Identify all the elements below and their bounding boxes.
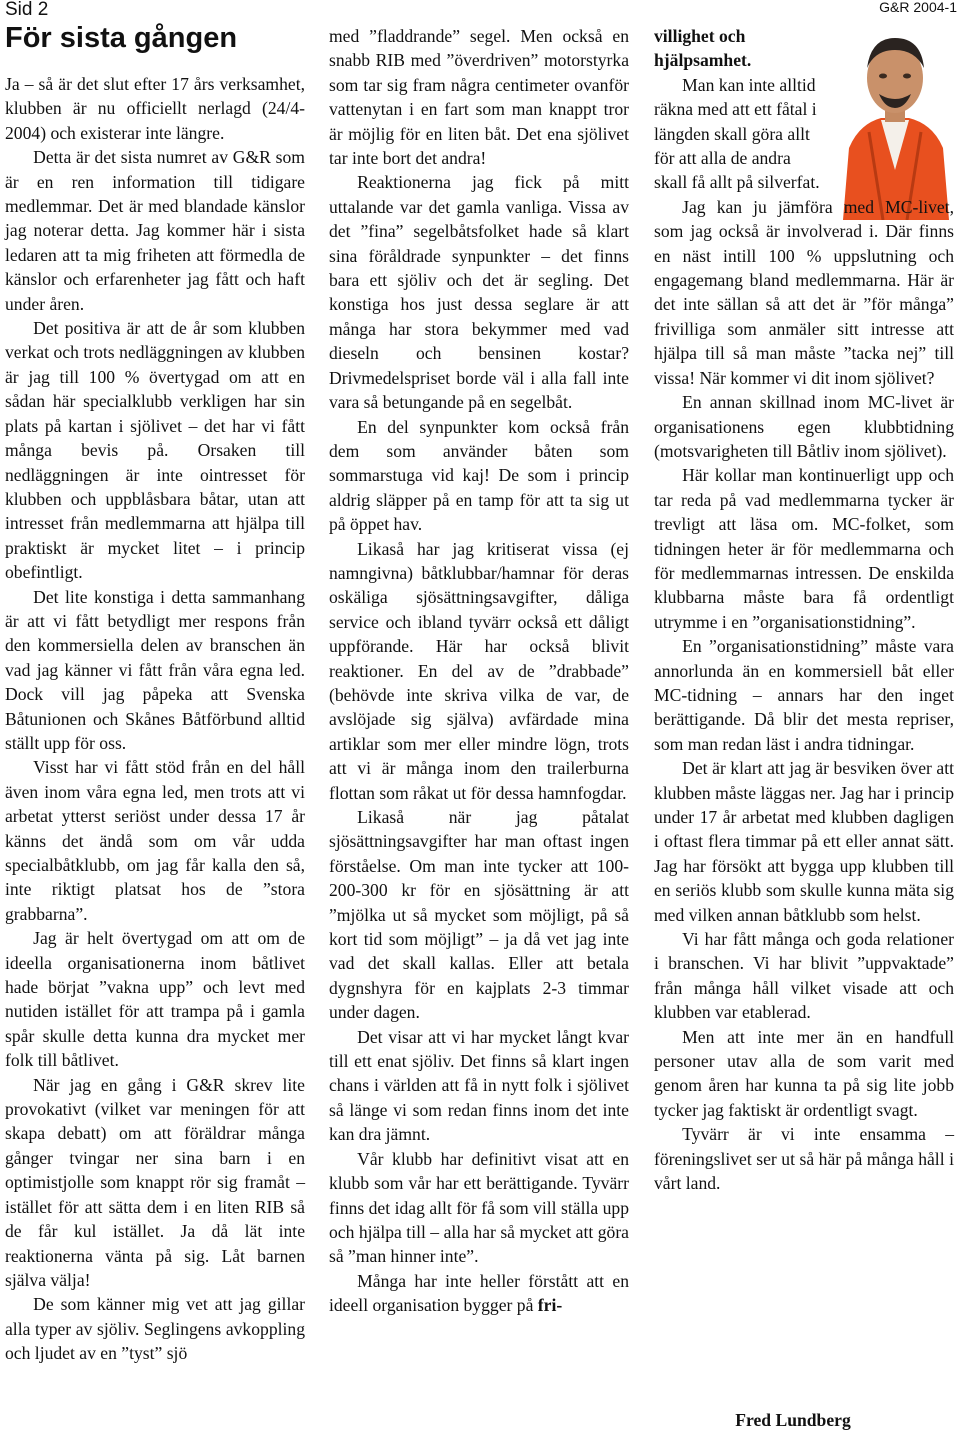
column-1 (5, 72, 305, 1366)
author-signature: Fred Lundberg (735, 1410, 851, 1430)
paragraph: Det är klart att jag är besviken över att klubben måste läggas ner. Jag har i princip under 17 år arbetat med klubben dagligen i oftast flera timmar på ett eller annat sätt. Jag har försökt att bygga upp klubben till en seriös klubb som skulle kunna mäta sig med vilken annan båtklubb som helst. (654, 758, 954, 925)
paragraph: Ja – så är det slut efter 17 års verksamhet, klubben är nu officiellt nerlagd (24/4-2004) och existerar inte längre. (5, 74, 305, 143)
paragraph: En ”organisationstidning” måste vara annorlunda än en kommersiell båt eller MC-tidning – annars har den inget berättigande. Då blir det mesta repriser, som man redan läst i andra tidningar. (654, 636, 954, 754)
paragraph: Tyvärr är vi inte ensamma – föreningslivet ser ut så här på många håll i vårt land. (654, 1124, 954, 1194)
paragraph-text: Många har inte heller förstått att en ideell organisation bygger på (329, 1270, 629, 1316)
paragraph: Likaså när jag påtalat sjösättningsavgifter har man oftast ingen förståelse. Om man inte tycker att 100-200-300 kr för en sjösättning är att ”mjölka ut så mycket som möjligt, på så kort tid som möjligt” – ja då vet jag inte vad det skall kallas. Eller att betala dygnshyra för en kajplats 2-3 timmar under dagen. (329, 807, 629, 1023)
paragraph (329, 1269, 629, 1318)
paragraph: När jag en gång i G&R skrev lite provokativt (vilket var meningen för att skapa debatt) om att föräldrar många gånger tvingar ner sina barn i en optimistjolle som knappt rör sig framåt – istället för att sätta dem i en liten RIB så de får kul istället. Ja då lät inte reaktionerna vänta på sig. Låt barnen själva välja! (5, 1074, 305, 1290)
publication-label: G&R 2004-1 (879, 0, 957, 15)
paragraph: Jag kan ju jämföra med MC-livet, som jag också är involverad i. Där finns en näst intill 100 % uppslutning och engagemang bland medlemmarna. Här är det inte sällan så att det är ”för många” frivilliga som anmäler sitt intresse att hjälpa till så man måste ”tacka nej” till vissa! När kommer vi dit inom sjölivet? (654, 196, 954, 388)
paragraph: Vår klubb har definitivt visat att en klubb som vår har ett berättigande. Tyvärr finns det idag allt för få som vill ställa upp och hjälpa till – alla har så mycket att göra så ”man hinner inte”. (329, 1148, 629, 1267)
bold-text: villighet och hjälpsamhet. (654, 26, 752, 71)
column-3-top (654, 24, 826, 195)
page-label: Sid 2 (5, 0, 49, 20)
paragraph: Likaså har jag kritiserat vissa (ej namngivna) båtklubbar/hamnar för deras oskäliga sjösättningsavgifter, dåliga service och ibland tyvärr också ett dåligt uppförande. Här har också blivit reaktioner. En del av de ”drabbade” (behövde inte skriva vilka de var, de avslöjade sig själva) avfärdade mina artiklar som mer eller mindre lögn, trots att vi är många inom den trailerburna flottan som råkat ut för dessa hamnfogdar. (329, 538, 629, 803)
paragraph: En del synpunkter kom också från dem som använder båten som sommarstuga vid kaj! De som i princip aldrig släpper på en tamp för att ta sig ut på öppet hav. (329, 416, 629, 535)
paragraph: Det visar att vi har mycket långt kvar till ett enat sjöliv. Det finns så klart ingen chans i världen att få in nytt folk i sjölivet så länge vi som redan finns inom det inte kan dra jämnt. (329, 1026, 629, 1145)
paragraph: Det positiva är att de år som klubben verkat och trots nedläggningen av klubben är jag till 100 % övertygad om att en sådan här specialklubb verkligen har sin plats på kartan i sjölivet – det har vi fått många bevis på. Orsaken till nedläggningen är inte ointresset för klubben och uppblåsbara båtar, utan att intresset från medlemmarna att hjälpa till praktiskt är mycket litet – i princip obefintligt. (5, 318, 305, 583)
paragraph: med ”fladdrande” segel. Men också en snabb RIB med ”överdriven” motorstyrka som tar sig fram några centimeter ovanför vattenytan i en fart som man knappt tror är möjlig för en liten båt. Det ena sjölivet tar inte bort det andra! (329, 26, 629, 169)
paragraph: De som känner mig vet att jag gillar alla typer av sjöliv. Seglingens avkoppling och ljudet av en ”tyst” sjö (5, 1294, 305, 1364)
paragraph: En annan skillnad inom MC-livet är organisationens egen klubbtidning (motsvarigheten till Båtliv inom sjölivet). (654, 392, 954, 461)
paragraph: Man kan inte alltid räkna med att ett fåtal i längden skall göra allt för att alla de andra skall få allt på silverfat. (654, 74, 820, 193)
bold-text: fri- (537, 1295, 563, 1316)
paragraph: Här kollar man kontinuerligt upp och tar reda på vad medlemmarna tycker är trevligt att läsa om. MC-folket, som tidningen heter är för medlemmarna och för medlemmarnas intressen. De enskilda klubbarna måste bara få ordentligt utrymme i en ”organisationstidning”. (654, 465, 954, 632)
column-3 (654, 24, 954, 1196)
paragraph: Men att inte mer än en handfull personer utav alla de som varit med genom åren har kunna ta på sig lite jobb tycker jag faktiskt är ordentligt svagt. (654, 1026, 954, 1120)
paragraph: Visst har vi fått stöd från en del håll även inom våra egna led, men trots att vi arbetat ytterst seriöst under dessa 17 år känns det ändå som om vår udda specialbåtklubb, om jag får kalla den så, inte riktigt platsat hos de ”stora grabbarna”. (5, 757, 305, 924)
paragraph: Vi har fått många och goda relationer i branschen. Vi har blivit ”uppvaktade” från många håll vilket visade att och klubben var etablerad. (654, 929, 954, 1023)
paragraph: Reaktionerna jag fick på mitt uttalande var det gamla vanliga. Vissa av det ”fina” segelbåtsfolket hade så klart sina föråldrade synpunkter – det finns bara ett sjöliv och det är segling. Det konstiga hos just dessa seglare är att många har stora bekymmer med vad dieseln och bensinen kostar? Drivmedelspriset borde väl i alla fall inte vara så betungande på en segelbåt. (329, 172, 629, 413)
paragraph: Detta är det sista numret av G&R som är en ren information till tidigare medlemmar. Det är med blandade känslor jag noterar detta. Jag kommer här i sista ledaren att ta mig friheten att förmedla de känslor och erfarenheter jag fått och haft under åren. (5, 147, 305, 314)
paragraph: Jag är helt övertygad om att om de ideella organisationerna inom båtlivet hade börjat ”vakna upp” och levt med nutiden istället för att trampa på i gamla spår skulle detta kunna dra mycket mer folk till båtlivet. (5, 928, 305, 1071)
article-title: För sista gången (5, 22, 238, 54)
column-2 (329, 24, 629, 1318)
paragraph: Det lite konstiga i detta sammanhang är att vi fått betydligt mer respons från den kommersiella delen av branschen än vad jag känner vi fått från våra egna led. Dock vill jag påpeka att Svenska Båtunionen och Skånes Båtförbund alltid ställt upp för oss. (5, 586, 305, 753)
